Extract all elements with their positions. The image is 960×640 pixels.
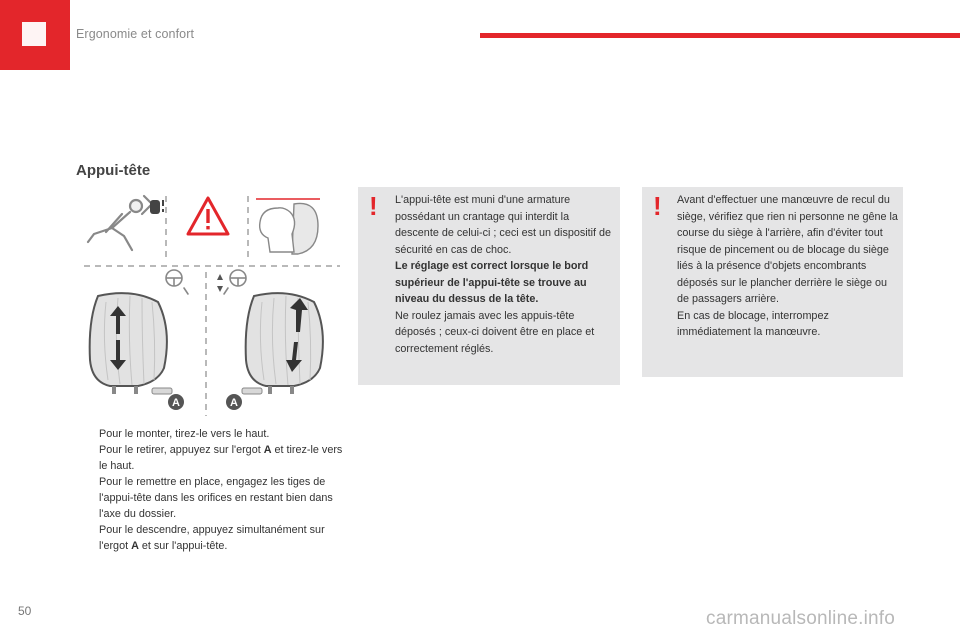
- page-number: 50: [18, 604, 32, 618]
- airbag-icon: [150, 200, 164, 214]
- headrest-left: [90, 293, 167, 394]
- corner-square-icon: [22, 22, 46, 46]
- list-item: Pour le monter, tirez-le vers le haut.: [99, 428, 270, 440]
- page-heading: Appui-tête: [76, 162, 151, 179]
- warning-box-headrest: [358, 187, 620, 385]
- label-a-left-marker: [168, 394, 184, 410]
- list-item: Pour le descendre, appuyez simultanément sur l'ergot A et sur l'appui-tête.: [99, 524, 325, 552]
- warning-text: L'appui-tête est muni d'une armature possédant un crantage qui interdit la descente de celui-ci ; ceci est un dispositif de sécurité en cas de choc. Le réglage est correct lorsque le bord supérieur de l'appui-tête se trouve au niveau du dessus de la tête. Ne roulez jamais avec les appuis-tête déposés ; ceux-ci doivent être en place et correctement réglés.: [395, 194, 612, 355]
- list-item: Pour le remettre en place, engagez les tiges de l'appui-tête dans les orifices en restant bien dans l'axe du dossier.: [99, 476, 333, 520]
- list-item: Pour le retirer, appuyez sur l'ergot A et tirez-le vers le haut.: [99, 444, 343, 472]
- watermark: carmanualsonline.info: [706, 608, 896, 629]
- exclamation-icon: !: [653, 191, 662, 221]
- steps-list: [76, 426, 351, 554]
- label-a-left: A: [172, 397, 180, 409]
- exclamation-icon: !: [369, 191, 378, 221]
- section-title: Ergonomie et confort: [76, 27, 195, 41]
- label-a-right-marker: [226, 394, 242, 410]
- head-profile-icon: [256, 199, 320, 254]
- corner-block: [0, 0, 70, 70]
- warning-triangle-icon: [188, 198, 228, 234]
- header-rule: [480, 33, 960, 38]
- warning-text: Avant d'effectuer une manœuvre de recul du siège, vérifiez que rien ni personne ne gêne la course du siège à l'arrière, afin d'éviter tout risque de pincement ou de blocage du siège liés à la présence d'objets encombrants déposés sur le plancher derrière le siège ou de passagers arrière. En cas de blocage, interrompez immédiatement la manœuvre.: [677, 194, 898, 338]
- headrest-illustration: [72, 190, 340, 418]
- label-a-right: A: [230, 397, 238, 409]
- reclined-person-icon: [88, 196, 152, 250]
- warning-box-seat: [642, 187, 903, 377]
- small-arrows-icon: [217, 274, 223, 292]
- headrest-right: [246, 293, 323, 394]
